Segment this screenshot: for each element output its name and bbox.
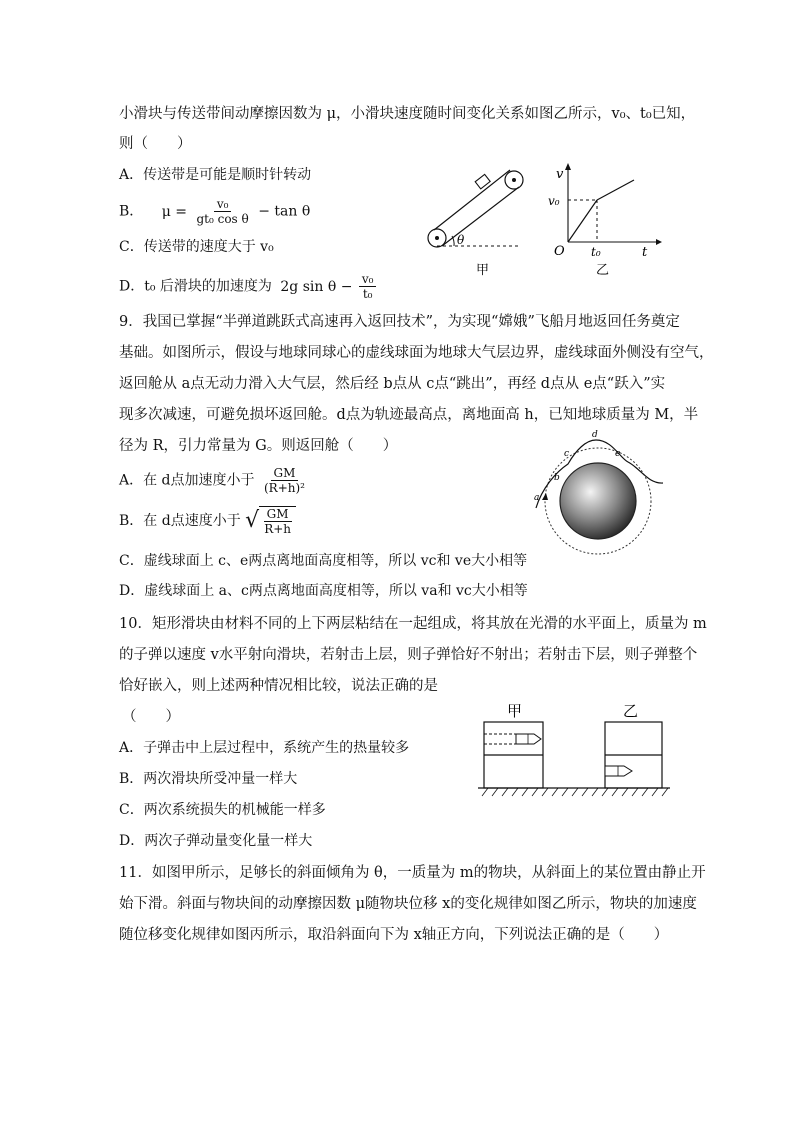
q9-option-a-numerator: GM — [271, 466, 299, 481]
q8-option-d-numerator: v₀ — [359, 272, 377, 287]
q8-figure-yi-label: 乙 — [596, 263, 610, 278]
q9-line2: 基础。如图所示，假设与地球同球心的虚线球面为地球大气层边界，虚线球面外侧没有空气， — [119, 345, 714, 361]
q9-line4: 现多次减速，可避免损坏返回舱。d点为轨迹最高点，离地面高 h，已知地球质量为 M，半 — [119, 407, 699, 423]
conveyor-belt-bottom — [442, 187, 519, 246]
q10-figure-jia-label: 甲 — [507, 702, 523, 720]
q9-option-a — [119, 466, 310, 495]
q11-line3: 随位移变化规律如图丙所示，取沿斜面向下为 x轴正方向，下列说法正确的是（ ） — [119, 927, 669, 943]
q8-option-b — [119, 197, 310, 226]
vt-v-label: v — [556, 167, 564, 182]
q9-line1: 9．我国已掌握“半弹道跳跃式高速再入返回技术”，为实现“嫦娥”飞船月地返回任务奠定 — [119, 314, 680, 330]
q8-option-b-numerator: v₀ — [214, 197, 232, 212]
q9-figure-reentry — [528, 428, 668, 558]
vt-v0-label: v₀ — [548, 194, 560, 208]
q8-intro-line2: 则（ ） — [119, 136, 192, 152]
q9-option-b-denominator: R+h — [264, 522, 292, 536]
point-d-label: d — [592, 430, 598, 440]
q8-figure-jia-label: 甲 — [476, 263, 490, 278]
q8-option-d-expr: 2g sin θ − — [280, 278, 353, 295]
q11-line1: 11．如图甲所示，足够长的斜面倾角为 θ，一质量为 m的物块，从斜面上的某位置由静止开 — [119, 865, 706, 881]
q8-option-b-fraction — [193, 197, 251, 226]
q8-intro-line1: 小滑块与传送带间动摩擦因数为 μ，小滑块速度随时间变化关系如图乙所示，v₀、t₀已知， — [119, 106, 696, 122]
q8-figure-vt-graph — [548, 160, 668, 280]
sqrt-radical-icon: √ — [245, 508, 260, 533]
vt-origin-label: O — [554, 244, 565, 259]
q9-option-b-numerator: GM — [264, 507, 292, 522]
q9-option-b-sqrt — [245, 506, 296, 536]
q9-option-a-fraction — [261, 466, 308, 495]
point-e-label: e — [615, 449, 621, 459]
q8-option-d-fraction — [359, 272, 377, 301]
q9-option-d: D．虚线球面上 a、c两点离地面高度相等，所以 va和 vc大小相等 — [119, 583, 528, 599]
q10-option-c: C．两次系统损失的机械能一样多 — [119, 802, 326, 818]
q8-option-a: A．传送带是可能是顺时针转动 — [119, 167, 312, 183]
q10-option-b: B．两次滑块所受冲量一样大 — [119, 771, 298, 787]
q9-option-b-text: B．在 d点速度小于 — [119, 513, 241, 529]
vt-v-axis-arrow — [565, 163, 571, 170]
q10-line3: 恰好嵌入，则上述两种情况相比较，说法正确的是 — [119, 678, 438, 694]
q8-option-c: C．传送带的速度大于 v₀ — [119, 239, 274, 255]
bullet-jia — [516, 734, 541, 744]
vt-line-segment-1 — [568, 200, 597, 242]
q9-option-a-text: A．在 d点加速度小于 — [119, 472, 255, 489]
vt-t0-label: t₀ — [591, 245, 601, 259]
q10-line2: 的子弹以速度 v水平射向滑块，若射击上层，则子弹恰好不射出；若射击下层，则子弹整个 — [119, 647, 698, 663]
q8-option-d — [119, 272, 378, 301]
q9-option-a-denominator: (R+h)² — [263, 481, 305, 495]
q9-option-b-fraction — [261, 507, 294, 536]
ground-hatching — [482, 788, 668, 796]
earth-sphere — [560, 463, 636, 539]
q8-option-d-label: D．t₀ 后滑块的加速度为 — [119, 278, 272, 295]
vt-line-segment-2 — [597, 180, 634, 200]
point-b-label: b — [554, 473, 560, 483]
bullet-yi — [605, 766, 632, 776]
q8-option-b-label: B． — [119, 203, 144, 220]
q9-line3: 返回舱从 a点无动力滑入大气层，然后经 b点从 c点“跳出”，再经 d点从 e点“跃入”实 — [119, 376, 666, 392]
q8-figure-conveyor — [420, 160, 540, 280]
q10-option-d: D．两次子弹动量变化量一样大 — [119, 833, 313, 849]
conveyor-belt-top — [434, 170, 510, 230]
q10-figure-blocks — [478, 696, 676, 800]
vt-t-label: t — [642, 245, 648, 260]
q10-option-a: A．子弹击中上层过程中，系统产生的热量较多 — [119, 740, 410, 756]
q10-line4: （ ） — [122, 709, 180, 725]
q10-line1: 10．矩形滑块由材料不同的上下两层粘结在一起组成，将其放在光滑的水平面上，质量为 m — [119, 616, 707, 632]
q8-option-d-denominator: t₀ — [362, 287, 373, 301]
q9-option-b — [119, 506, 296, 536]
q8-option-b-tail: − tan θ — [258, 203, 311, 220]
point-c-label: c — [564, 449, 570, 459]
q11-line2: 始下滑。斜面与物块间的动摩擦因数 μ随物块位移 x的变化规律如图乙所示，物块的加速度 — [119, 896, 697, 912]
q10-figure-yi-label: 乙 — [623, 702, 639, 720]
vt-t-axis-arrow — [656, 239, 662, 245]
conveyor-theta-label: θ — [457, 233, 465, 247]
q9-option-c: C．虚线球面上 c、e两点离地面高度相等，所以 vc和 ve大小相等 — [119, 553, 528, 569]
point-a-label: a — [534, 493, 540, 503]
q9-line5: 径为 R，引力常量为 G。则返回舱（ ） — [119, 438, 398, 454]
q8-option-b-mu: μ = — [161, 203, 188, 220]
q8-option-b-denominator: gt₀ cos θ — [196, 212, 249, 226]
conveyor-axle-left — [435, 236, 439, 240]
conveyor-axle-right — [512, 178, 516, 182]
